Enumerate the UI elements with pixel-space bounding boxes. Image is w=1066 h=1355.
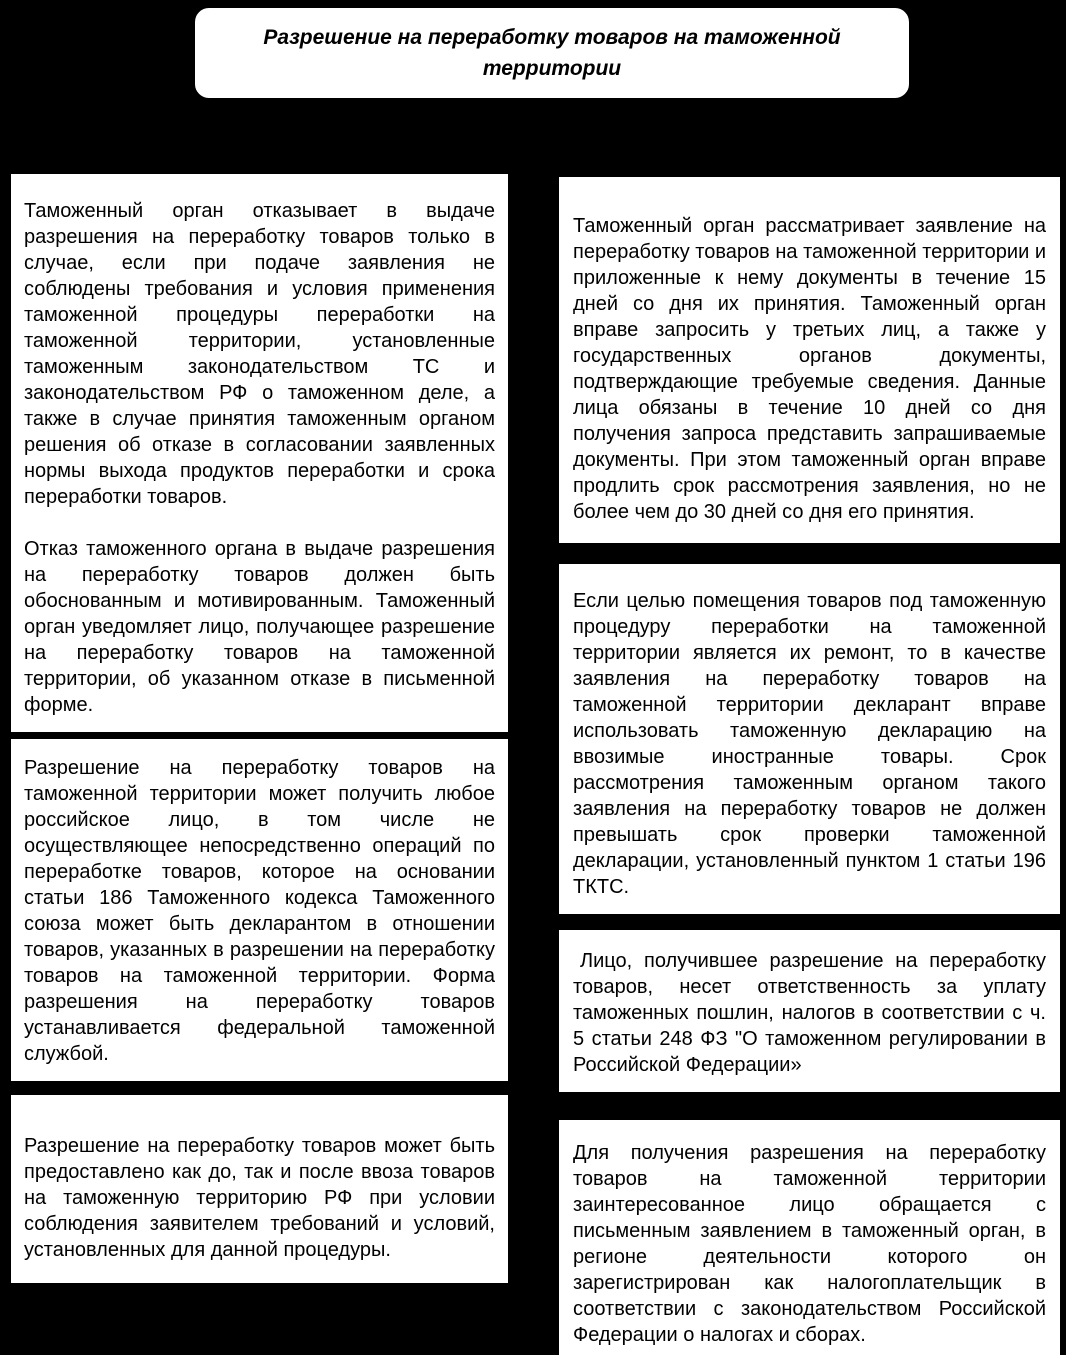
box-application-review-terms [557,175,1062,545]
box-repair-declaration [557,562,1062,916]
diagram-title: Разрешение на переработку товаров на таможенной территории [263,25,841,80]
box-paragraph: Разрешение на переработку товаров может быть предоставлено как до, так и после ввоза товаров на таможенную территорию РФ при условии соблюдения заявителем требований и условий, установленных для данной процедуры. [24,1135,495,1261]
box-application-procedure [557,1118,1062,1355]
box-paragraph: Разрешение на переработку товаров на таможенной территории может получить любое российское лицо, в том числе не осуществляющее непосредственно операций по переработке товаров, которое на основании статьи 186 Таможенного кодекса Таможенного союза может быть декларантом в отношении товаров, указанных в разрешении на переработку товаров на таможенной территории. Форма разрешения на переработку товаров устанавливается федеральной таможенной службой. [24,757,495,1065]
box-paragraph: Таможенный орган рассматривает заявление на переработку товаров на таможенной территории и приложенные к нему документы в течение 15 дней со дня их принятия. Таможенный орган вправе запросить у третьих лиц, а также у государственных органов документы, подтверждающие требуемые сведения. Данные лица обязаны в течение 10 дней со дня получения запроса представить запрашиваемые документы. При этом таможенный орган вправе продлить срок рассмотрения заявления, но не более чем до 30 дней со дня его принятия. [573,215,1046,523]
box-liability-for-duties [557,928,1062,1094]
box-refusal-grounds [9,172,510,734]
box-paragraph: Лицо, получившее разрешение на переработку товаров, несет ответственность за уплату таможенных пошлин, налогов в соответствии с ч. 5 статьи 248 ФЗ "О таможенном регулировании в Российской Федерации» [573,950,1046,1076]
box-when-granted [9,1093,510,1285]
title-box [193,6,911,100]
box-who-can-obtain [9,737,510,1083]
box-paragraph: Отказ таможенного органа в выдаче разрешения на переработку товаров должен быть обоснованным и мотивированным. Таможенный орган уведомляет лицо, получающее разрешение на переработку товаров на таможенной территории, об указанном отказе в письменной форме. [24,538,495,716]
box-paragraph: Если целью помещения товаров под таможенную процедуру переработки на таможенной территории является их ремонт, то в качестве заявления на переработку товаров на таможенной территории декларант вправе использовать таможенную декларацию на ввозимые иностранные товары. Срок рассмотрения таможенным органом такого заявления на переработку товаров не должен превышать срок проверки таможенной декларации, установленный пунктом 1 статьи 196 ТКТС. [573,590,1046,898]
box-paragraph: Для получения разрешения на переработку товаров на таможенной территории заинтересованное лицо обращается с письменным заявлением в таможенный орган, в регионе деятельности которого он зарегистрирован как налогоплательщик в соответствии с законодательством Российской Федерации о налогах и сборах. [573,1142,1046,1346]
box-paragraph: Таможенный орган отказывает в выдаче разрешения на переработку товаров только в случае, если при подаче заявления не соблюдены требования и условия применения таможенной процедуры переработки на таможенной территории, установленные таможенным законодательством ТС и законодательством РФ о таможенном деле, а также в случае принятия таможенным органом решения об отказе в согласовании заявленных нормы выхода продуктов переработки и срока переработки товаров. [24,200,495,508]
